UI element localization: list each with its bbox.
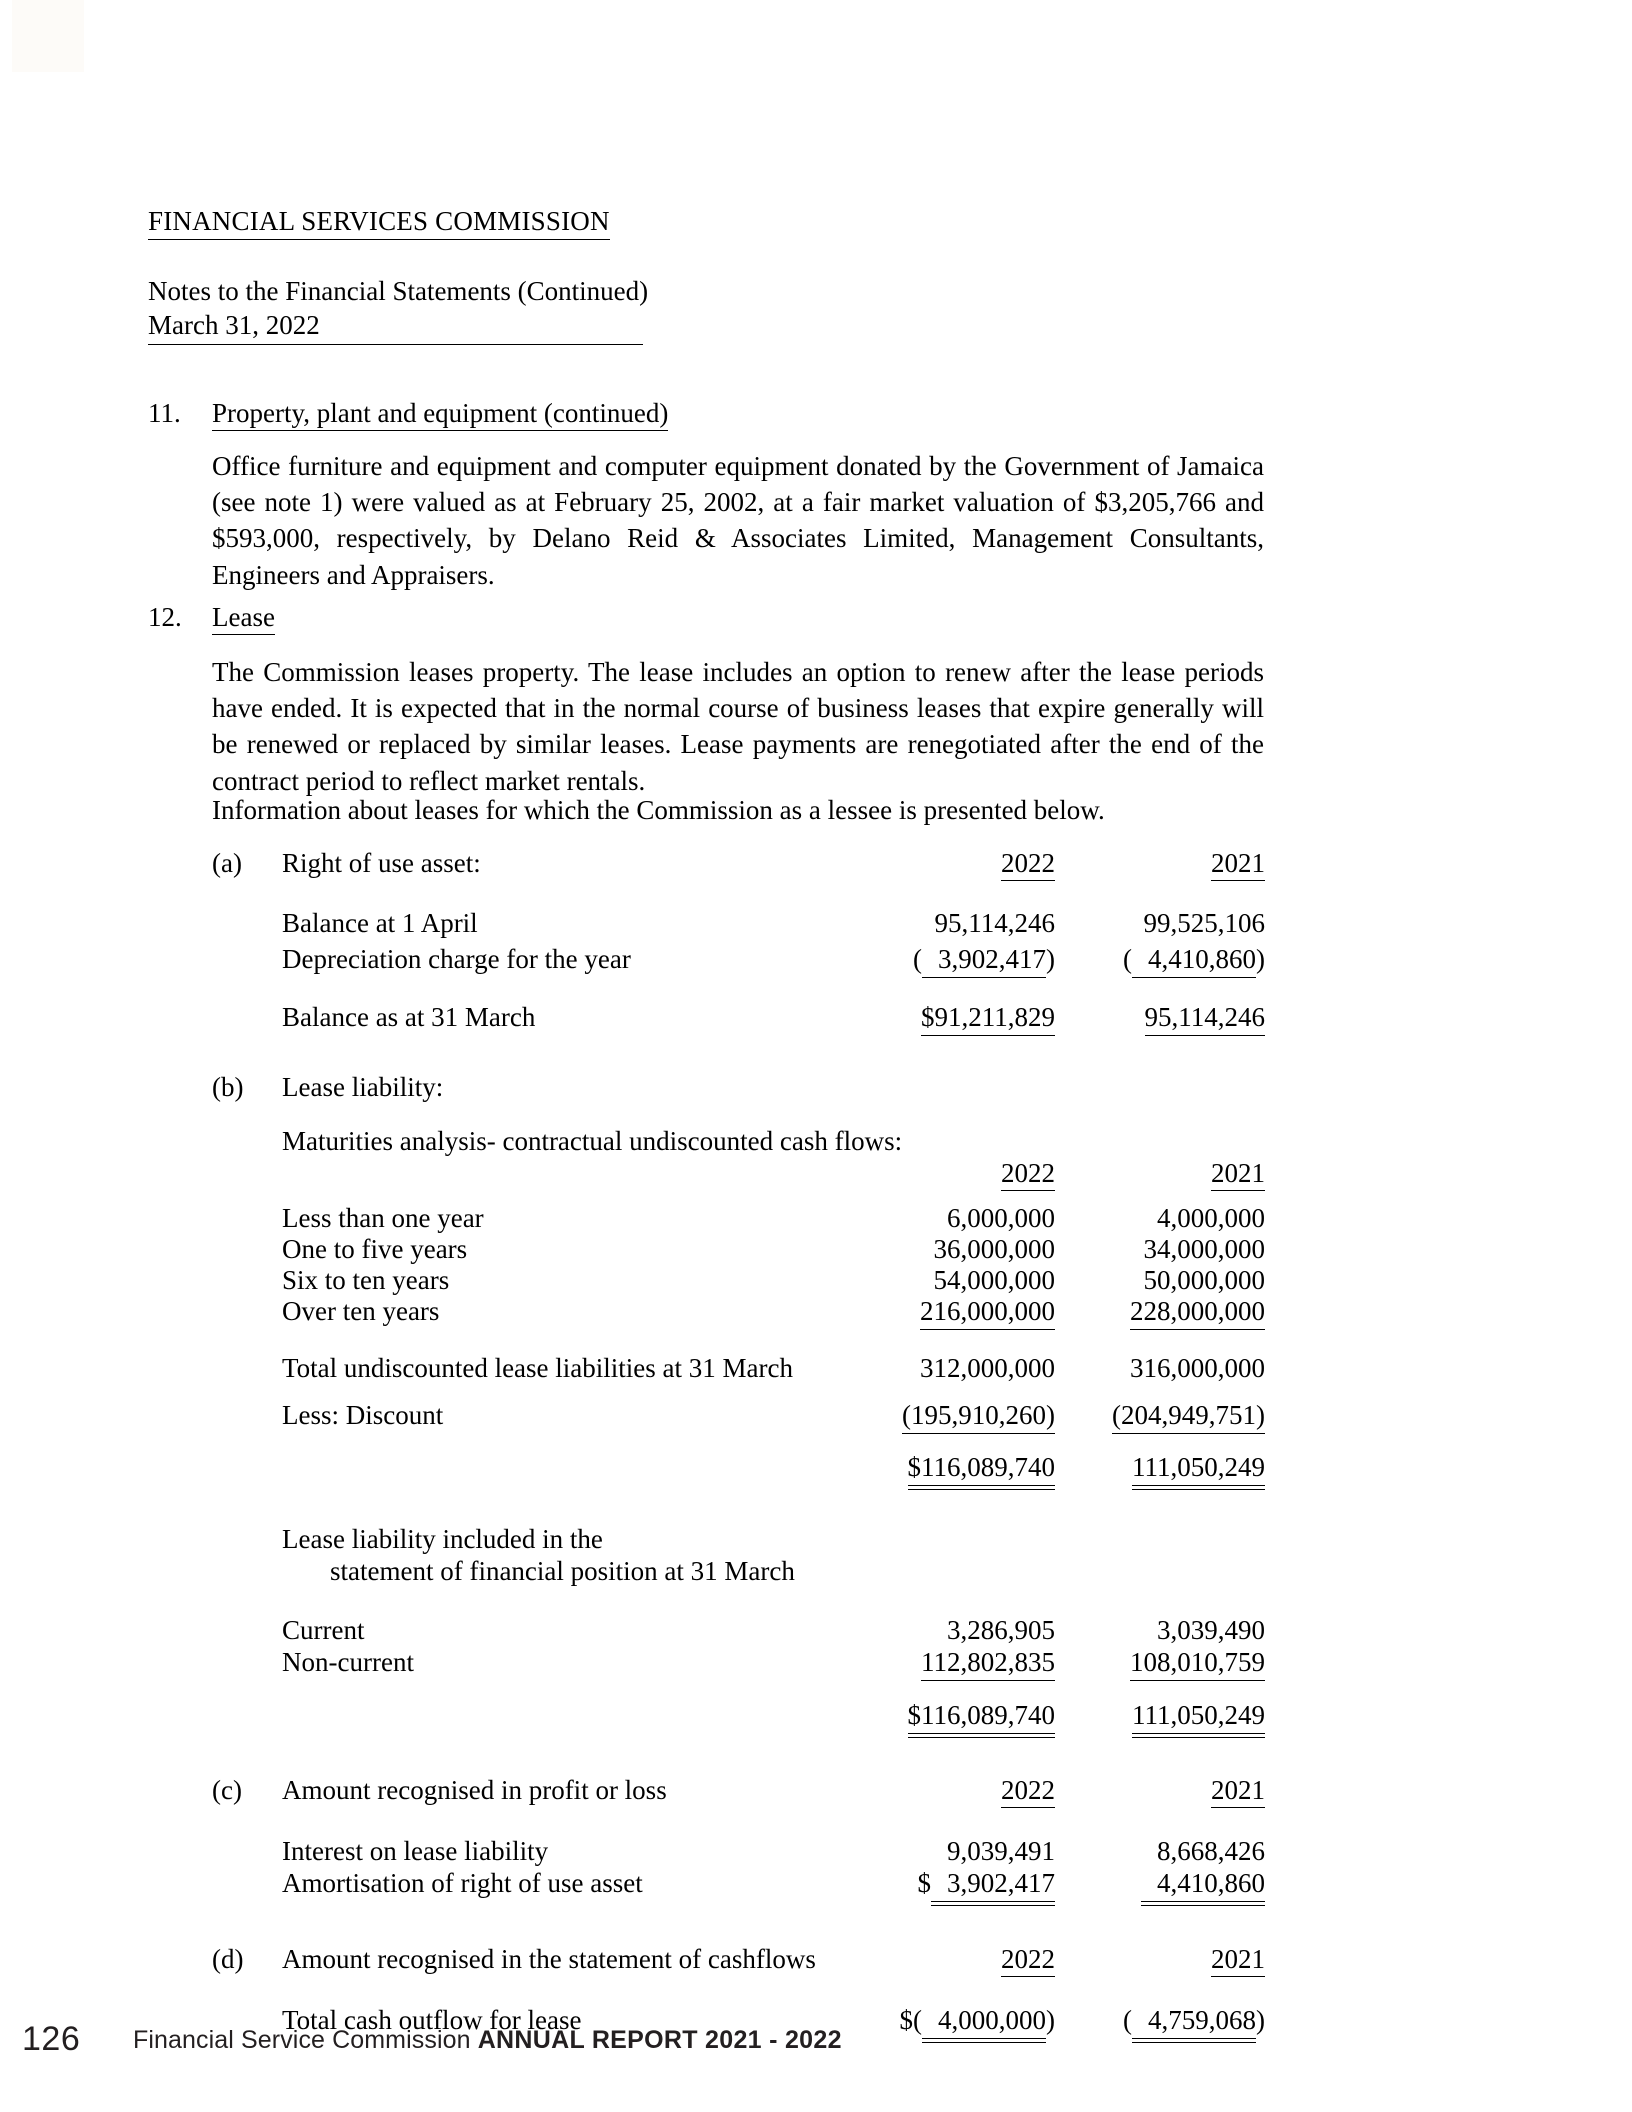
note-11-title: Property, plant and equipment (continued) [212, 398, 668, 431]
section-c-year-2021: 2021 [1065, 1775, 1265, 1808]
note-12-lessee-intro: Information about leases for which the Commission as a lessee is presented below. [212, 795, 1105, 825]
row-value-2021: 50,000,000 [1143, 1265, 1265, 1295]
row-value-2022: 54,000,000 [933, 1265, 1055, 1295]
row-label: Total cash outflow for lease [282, 2005, 582, 2035]
row-value-2021: 4,410,860 [1065, 1868, 1265, 1902]
note-12-title: Lease [212, 602, 275, 635]
section-b-year-2021: 2021 [1065, 1158, 1265, 1191]
row-value-2022: 95,114,246 [934, 908, 1055, 938]
row-value-2022: 9,039,491 [947, 1836, 1055, 1866]
footer-text-bold: ANNUAL REPORT 2021 - 2022 [477, 2026, 842, 2054]
position-caption-2: statement of financial position at 31 March [330, 1556, 795, 1586]
row-label: Depreciation charge for the year [282, 944, 631, 974]
row-value-2022: 112,802,835 [855, 1647, 1055, 1681]
note-11-number: 11. [148, 398, 181, 428]
notes-subtitle: Notes to the Financial Statements (Continued) [148, 276, 649, 307]
row-value-2021: 99,525,106 [1143, 908, 1265, 938]
row-value-2021: 95,114,246 [1065, 1002, 1265, 1036]
row-value-2021: 228,000,000 [1065, 1296, 1265, 1330]
section-a-letter: (a) [212, 848, 242, 878]
row-value-2021: 3,039,490 [1157, 1615, 1265, 1645]
row-value-2022: 312,000,000 [920, 1353, 1055, 1383]
section-d-letter: (d) [212, 1944, 244, 1974]
section-c-letter: (c) [212, 1775, 242, 1805]
row-value-2021: 4,000,000 [1157, 1203, 1265, 1233]
position-caption-1: Lease liability included in the [282, 1524, 603, 1554]
section-a-year-2022: 2022 [855, 848, 1055, 881]
note-12-number: 12. [148, 602, 182, 632]
row-value-2021: 108,010,759 [1065, 1647, 1265, 1681]
footer-report-title [133, 2026, 842, 2055]
note-12-paragraph: The Commission leases property. The lease includes an option to renew after the lease periods have ended. It is expected that in the normal course of business leases that expire generally will be renewed or replaced by similar leases. Lease payments are renegotiated after the end of the contract period to reflect market rentals. [212, 657, 1264, 796]
row-label: One to five years [282, 1234, 468, 1264]
row-value-2021: 8,668,426 [1157, 1836, 1265, 1866]
row-label: Interest on lease liability [282, 1836, 549, 1866]
row-value-2021: ( 4,759,068) [1065, 2005, 1265, 2039]
section-d-year-2022: 2022 [855, 1944, 1055, 1977]
maturities-subtitle: Maturities analysis- contractual undiscounted cash flows: [282, 1126, 903, 1156]
row-value-2022: $116,089,740 [855, 1452, 1055, 1486]
note-11-paragraph: Office furniture and equipment and computer equipment donated by the Government of Jamaica (see note 1) were valued as at February 25, 2002, at a fair market valuation of $3,205,766 and $593,000, respectively, by Delano Reid & Associates Limited, Management Consultants, Engineers and Appraisers. [212, 451, 1264, 590]
section-c-label: Amount recognised in profit or loss [282, 1775, 667, 1805]
footer-text-regular: Financial Service Commission [133, 2026, 478, 2054]
section-d-year-2021: 2021 [1065, 1944, 1265, 1977]
row-value-2022: $( 4,000,000) [855, 2005, 1055, 2039]
row-value-2022: $116,089,740 [855, 1700, 1055, 1734]
section-d-label: Amount recognised in the statement of cashflows [282, 1944, 816, 1974]
row-value-2021: 111,050,249 [1065, 1452, 1265, 1486]
row-label: Balance at 1 April [282, 908, 478, 938]
row-value-2022: 6,000,000 [947, 1203, 1055, 1233]
row-value-2022: ( 3,902,417) [855, 944, 1055, 978]
section-b-letter: (b) [212, 1072, 244, 1102]
section-c-year-2022: 2022 [855, 1775, 1055, 1808]
statement-date: March 31, 2022 [148, 308, 643, 345]
row-label: Non-current [282, 1647, 414, 1677]
row-label: Less than one year [282, 1203, 484, 1233]
row-value-2021: 316,000,000 [1130, 1353, 1265, 1383]
row-label: Amortisation of right of use asset [282, 1868, 643, 1898]
row-label: Current [282, 1615, 365, 1645]
row-value-2022: 36,000,000 [933, 1234, 1055, 1264]
row-value-2021: (204,949,751) [1065, 1400, 1265, 1434]
row-value-2022: 3,286,905 [947, 1615, 1055, 1645]
row-value-2021: ( 4,410,860) [1065, 944, 1265, 978]
row-value-2022: $91,211,829 [855, 1002, 1055, 1036]
organisation-name: FINANCIAL SERVICES COMMISSION [148, 205, 610, 240]
row-value-2021: 111,050,249 [1065, 1700, 1265, 1734]
section-b-year-2022: 2022 [855, 1158, 1055, 1191]
page-number: 126 [22, 2020, 81, 2058]
row-value-2021: 34,000,000 [1143, 1234, 1265, 1264]
row-label: Over ten years [282, 1296, 440, 1326]
row-label: Less: Discount [282, 1400, 444, 1430]
row-value-2022: 216,000,000 [855, 1296, 1055, 1330]
row-value-2022: (195,910,260) [855, 1400, 1055, 1434]
row-label: Six to ten years [282, 1265, 450, 1295]
section-a-label: Right of use asset: [282, 848, 481, 878]
section-a-year-2021: 2021 [1065, 848, 1265, 881]
row-label: Total undiscounted lease liabilities at 31 March [282, 1353, 793, 1383]
row-value-2022: $ 3,902,417 [855, 1868, 1055, 1902]
row-label: Balance as at 31 March [282, 1002, 536, 1032]
page-footer [0, 2020, 1632, 2070]
document-header [148, 205, 1328, 345]
section-b-label: Lease liability: [282, 1072, 444, 1102]
